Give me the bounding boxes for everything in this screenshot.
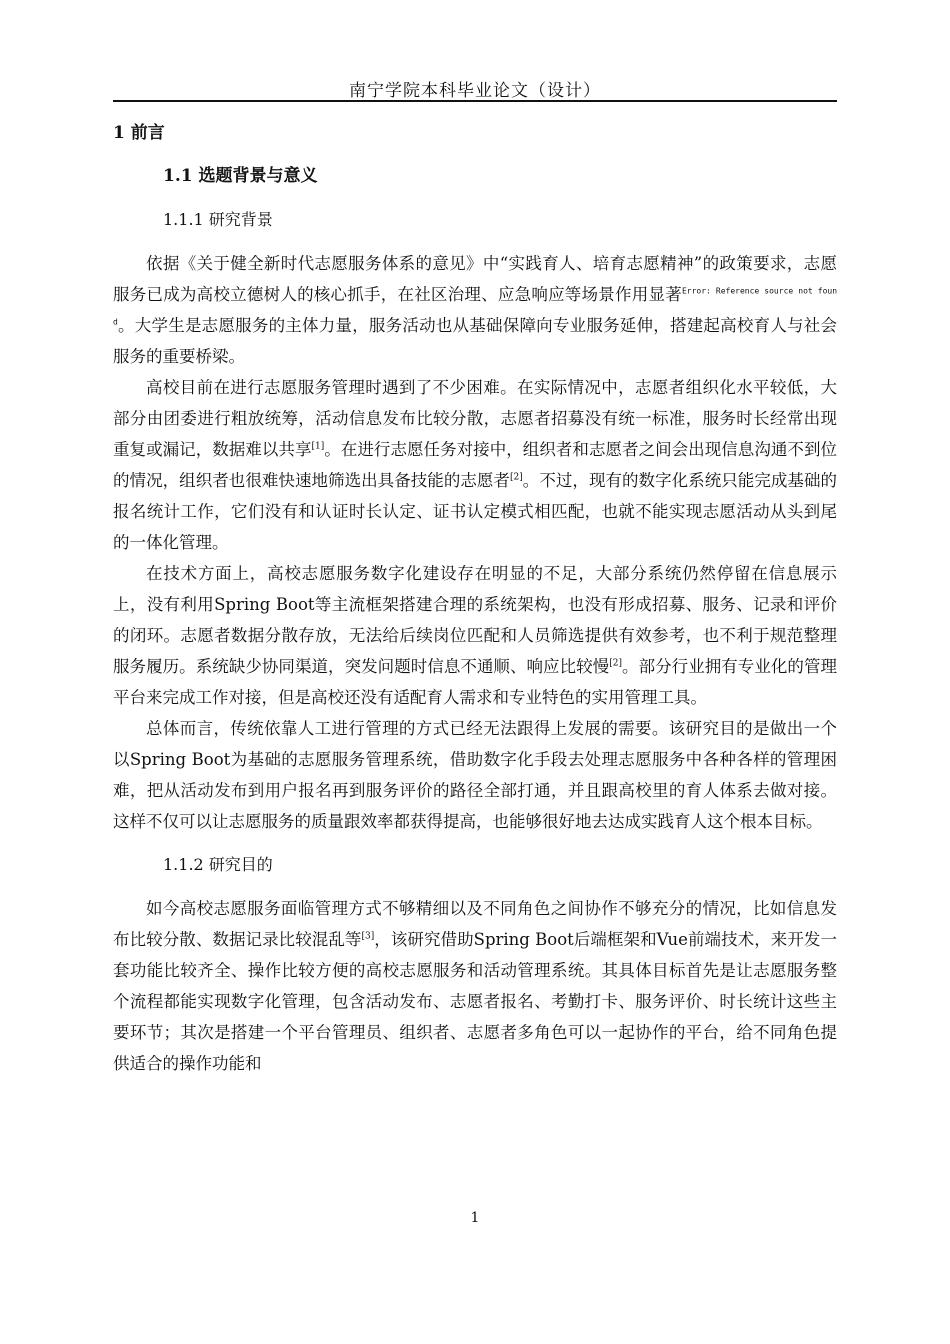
- paragraph-text: 如今高校志愿服务面临管理方式不够精细以及不同角色之间协作不够充分的情况，比如信息发布比较分散、数据记录比较混乱等: [113, 899, 837, 949]
- paragraph-purpose-1: [113, 893, 837, 1079]
- paragraph-background-3: [113, 558, 837, 713]
- page-header-title: 南宁学院本科毕业论文（设计）: [349, 81, 601, 101]
- page-content: [113, 112, 837, 1079]
- paragraph-text: 。不过，现有的数字化系统只能完成基础的报名统计工作，它们没有和认证时长认定、证书认定模式相匹配，也就不能实现志愿活动从头到尾的一体化管理。: [113, 471, 838, 552]
- paragraph-text: ，该研究借助Spring Boot后端框架和Vue前端技术，来开发一套功能比较齐全、操作比较方便的高校志愿服务和活动管理系统。其具体目标首先是让志愿服务整个流程都能实现数字化管理，包含活动发布、志愿者报名、考勤打卡、服务评价、时长统计这些主要环节；其次是搭建一个平台管理员、组织者、志愿者多角色可以一起协作的平台，给不同角色提供适合的操作功能和: [113, 930, 837, 1073]
- header-rule: [113, 100, 837, 102]
- paragraph-background-2: [113, 372, 837, 558]
- paragraph-text: 。在进行志愿任务对接中，组织者和志愿者之间会出现信息沟通不到位的情况，组织者也很难快速地筛选出具备技能的志愿者: [113, 440, 838, 490]
- citation-marker: [1]: [311, 441, 325, 452]
- paragraph-text: 高校目前在进行志愿服务管理时遇到了不少困难。在实际情况中，志愿者组织化水平较低，大部分由团委进行粗放统筹，活动信息发布比较分散，志愿者招募没有统一标准，服务时长经常出现重复或漏记，数据难以共享: [113, 378, 837, 459]
- section-heading-1-1-1: 1.1.1 研究背景: [163, 210, 273, 229]
- paragraph-background-4: 总体而言，传统依靠人工进行管理的方式已经无法跟得上发展的需要。该研究目的是做出一个以Spring Boot为基础的志愿服务管理系统，借助数字化手段去处理志愿服务中各种各样的管理困难，把从活动发布到用户报名再到服务评价的路径全部打通，并且跟高校里的育人体系去做对接。这样不仅可以让志愿服务的质量跟效率都获得提高，也能够很好地去达成实践育人这个根本目标。: [113, 719, 837, 831]
- section-heading-1: 1 前言: [113, 123, 165, 143]
- section-heading-1-1-2: 1.1.2 研究目的: [163, 855, 273, 874]
- citation-marker: [3]: [361, 931, 375, 942]
- paragraph-text: 依据《关于健全新时代志愿服务体系的意见》中“实践育人、培育志愿精神”的政策要求，志愿服务已成为高校立德树人的核心抓手，在社区治理、应急响应等场景作用显著: [113, 254, 837, 304]
- page-number: 1: [470, 1210, 480, 1226]
- section-heading-1-1: 1.1 选题背景与意义: [163, 166, 318, 186]
- paragraph-background-1: [113, 248, 837, 372]
- citation-marker: [2]: [509, 472, 523, 483]
- reference-error-marker: Error: Reference source not found: [113, 286, 838, 327]
- paragraph-text: 在技术方面上，高校志愿服务数字化建设存在明显的不足，大部分系统仍然停留在信息展示上，没有利用Spring Boot等主流框架搭建合理的系统架构，也没有形成招募、服务、记录和评价的闭环。志愿者数据分散存放，无法给后续岗位匹配和人员筛选提供有效参考，也不利于规范整理服务履历。系统缺少协同渠道，突发问题时信息不通顺、响应比较慢: [113, 564, 837, 676]
- citation-marker: [2]: [609, 658, 622, 669]
- paragraph-text: 。大学生是志愿服务的主体力量，服务活动也从基础保障向专业服务延伸，搭建起高校育人与社会服务的重要桥梁。: [113, 316, 837, 366]
- paragraph-text: 。部分行业拥有专业化的管理平台来完成工作对接，但是高校还没有适配育人需求和专业特色的实用管理工具。: [113, 657, 838, 707]
